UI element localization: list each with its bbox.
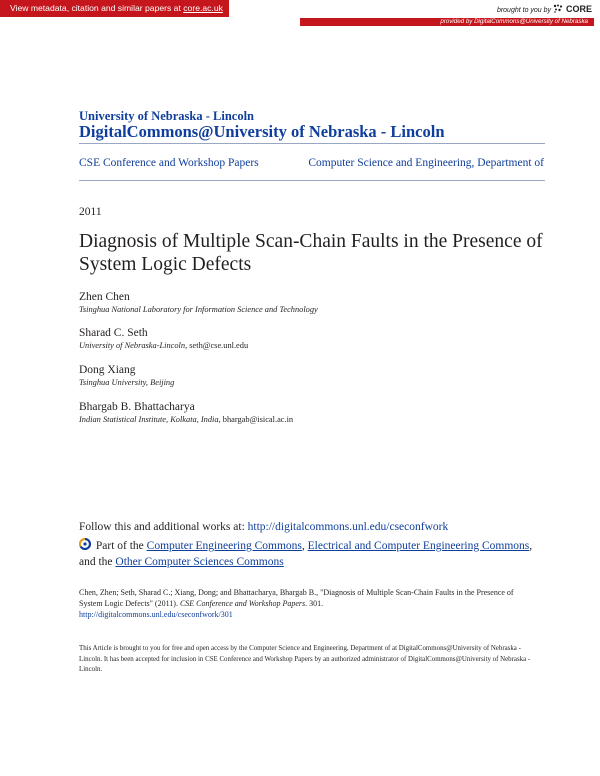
citation-text: Chen, Zhen; Seth, Sharad C.; Xiang, Dong; and Bhattacharya, Bhargab B., "Diagnosis of Multiple Scan-Chain Faults in the Presence of System Logic Defects" (2011). <box>79 588 514 608</box>
core-metadata-link[interactable] <box>0 0 229 17</box>
publication-year: 2011 <box>79 206 102 218</box>
separator-text: , <box>529 540 533 552</box>
affiliation-text: University of Nebraska-Lincoln <box>79 341 186 350</box>
provided-by-banner[interactable]: provided by DigitalCommons@University of Nebraska <box>300 18 594 26</box>
core-banner <box>0 0 600 17</box>
part-of-text: Part of the <box>93 540 147 552</box>
author-email: , seth@cse.unl.edu <box>185 341 249 350</box>
author-name: Zhen Chen <box>79 291 130 303</box>
core-ac-uk-link[interactable]: core.ac.uk <box>183 3 223 13</box>
computer-engineering-commons-link[interactable]: Computer Engineering Commons <box>146 540 302 552</box>
core-logo-icon <box>553 4 563 13</box>
author-email: , bhargab@isical.ac.in <box>218 415 294 424</box>
author-name: Dong Xiang <box>79 364 136 376</box>
follow-text: Follow this and additional works at: <box>79 521 248 533</box>
header-divider <box>79 143 545 144</box>
paper-title: Diagnosis of Multiple Scan-Chain Faults in the Presence of System Logic Defects <box>79 231 543 275</box>
affiliation-text: Indian Statistical Institute, Kolkata, India <box>79 415 219 424</box>
author-name: Sharad C. Seth <box>79 327 148 339</box>
author-affiliation <box>79 305 318 314</box>
series-link[interactable]: CSE Conference and Workshop Papers <box>79 157 259 169</box>
author-affiliation <box>79 341 248 350</box>
separator-text: , <box>301 540 308 552</box>
network-commons-icon <box>79 538 91 550</box>
citation-venue: CSE Conference and Workshop Papers <box>179 599 306 608</box>
electrical-computer-engineering-commons-link[interactable]: Electrical and Computer Engineering Commons <box>307 540 530 552</box>
part-of-commons <box>79 538 532 570</box>
affiliation-text: Tsinghua University, Beijing <box>79 378 175 387</box>
follow-url-link[interactable]: http://digitalcommons.unl.edu/cseconfwork <box>247 521 449 533</box>
citation-url-link[interactable]: http://digitalcommons.unl.edu/cseconfwork/301 <box>79 610 233 619</box>
author-affiliation <box>79 415 293 424</box>
citation-block <box>79 587 529 620</box>
other-computer-sciences-commons-link[interactable]: Other Computer Sciences Commons <box>115 556 284 568</box>
author-name: Bhargab B. Bhattacharya <box>79 401 195 413</box>
core-brand[interactable] <box>497 4 592 14</box>
core-label: CORE <box>565 4 592 14</box>
follow-line <box>79 521 448 533</box>
brought-by-text: brought to you by <box>496 7 552 14</box>
and-the-text: and the <box>79 556 116 568</box>
repository-title[interactable]: DigitalCommons@University of Nebraska - Lincoln <box>79 122 445 141</box>
series-divider <box>79 180 545 181</box>
author-affiliation <box>79 378 174 387</box>
access-notice: This Article is brought to you for free and open access by the Computer Science and Engineering, Department of at DigitalCommons@University of Nebraska - Lincoln. It has been accepted for inclusion in CSE Conference and Workshop Papers by an authorized administrator of DigitalCommons@University of Nebraska - Lincoln. <box>79 645 531 673</box>
citation-number: . 301. <box>305 599 324 608</box>
core-metadata-text: View metadata, citation and similar papers at <box>10 3 184 13</box>
department-link[interactable]: Computer Science and Engineering, Department of <box>308 157 544 169</box>
institution-name[interactable]: University of Nebraska - Lincoln <box>79 109 254 123</box>
affiliation-text: Tsinghua National Laboratory for Information Science and Technology <box>79 305 318 314</box>
